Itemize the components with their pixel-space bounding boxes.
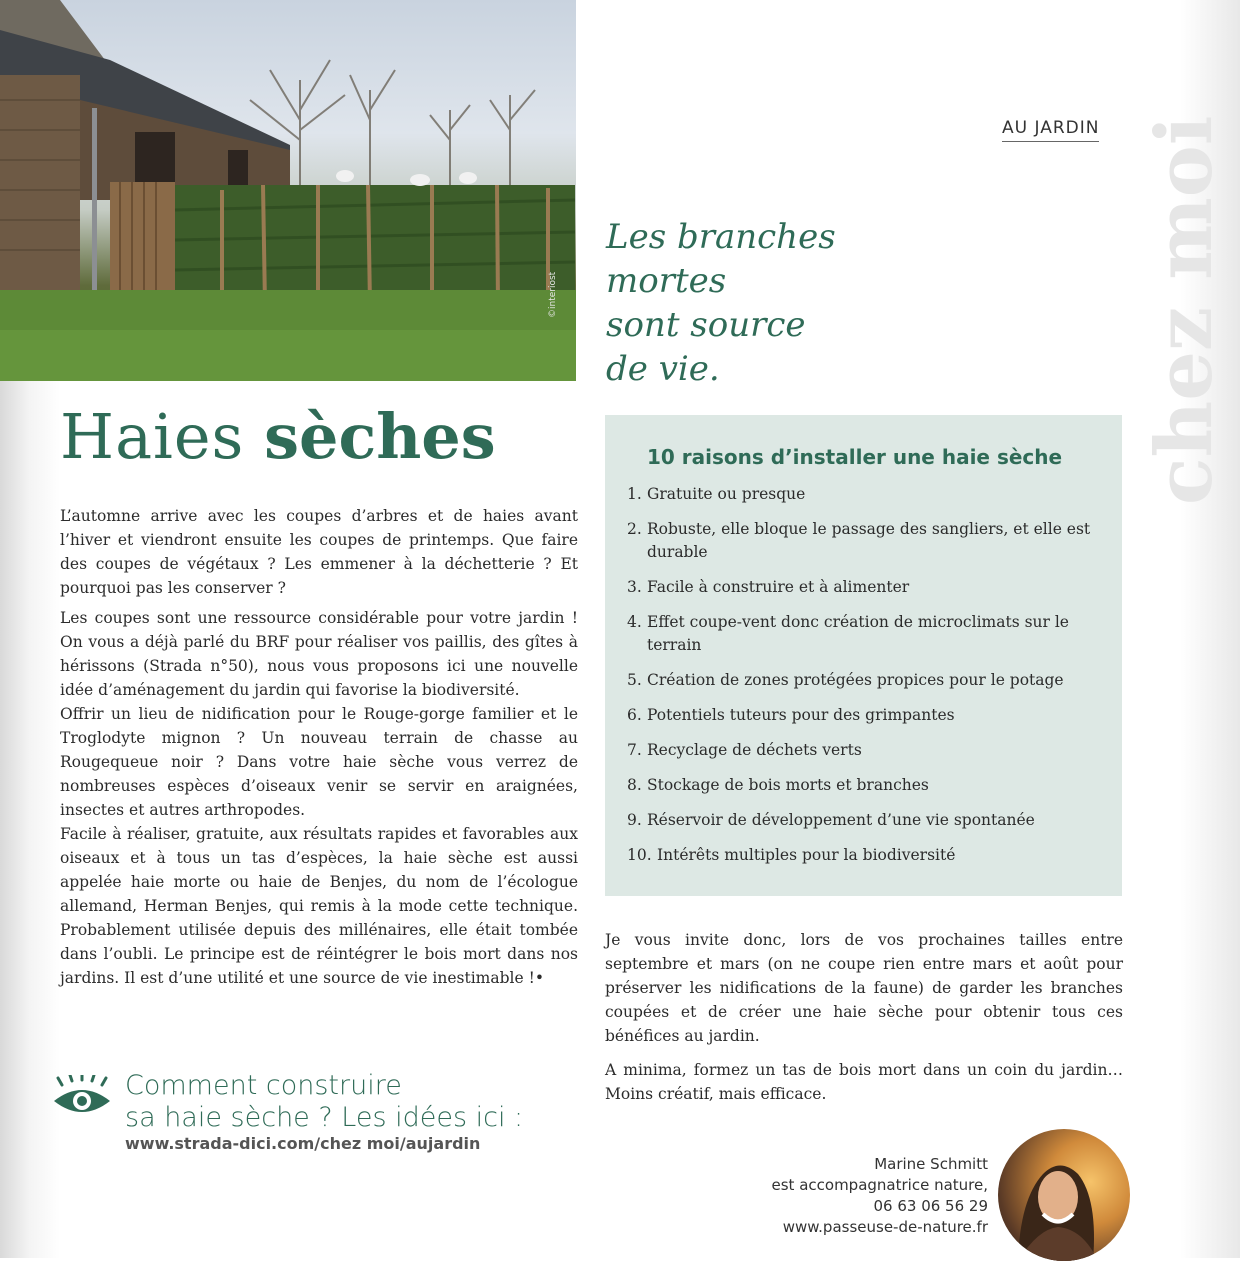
list-item-number: 10. [627, 846, 652, 864]
list-item-number: 2. [627, 520, 642, 538]
pull-quote-line: sont source [606, 305, 806, 345]
conclusion-text [605, 928, 1123, 1116]
author-website[interactable]: www.passeuse-de-nature.fr [782, 1218, 988, 1236]
author-info [720, 1154, 988, 1238]
author-name: Marine Schmitt [874, 1155, 988, 1173]
reasons-list [627, 483, 1097, 879]
pull-quote-line: mortes [606, 261, 727, 301]
link-heading [125, 1070, 565, 1134]
body-paragraph: Je vous invite donc, lors de vos prochaines tailles entre septembre et mars (on ne coupe rien entre mars et août pour préserver les nidifications de la faune) de garder les branches coupées et de créer une haie sèche pour obtenir tous ces bénéfices au jardin. [605, 931, 1123, 1045]
pull-quote-line: de vie. [606, 349, 720, 389]
list-item-text: Stockage de bois morts et branches [647, 776, 929, 794]
link-heading-line: Comment construire [125, 1070, 402, 1101]
list-item-text: Robuste, elle bloque le passage des sangliers, et elle est durable [647, 520, 1091, 561]
body-paragraph: A minima, formez un tas de bois mort dans un coin du jardin… Moins créatif, mais efficace. [605, 1061, 1123, 1103]
hedge-photo [0, 0, 576, 381]
list-item-number: 5. [627, 671, 642, 689]
photo-credit: ©interiost [548, 271, 558, 318]
title-bold: sèches [264, 400, 496, 473]
list-item-number: 8. [627, 776, 642, 794]
article-link[interactable]: www.strada-dici.com/chez moi/aujardin [125, 1134, 481, 1153]
list-item [627, 844, 1097, 867]
article-body [60, 504, 578, 990]
list-item [627, 518, 1097, 564]
author-role: est accompagnatrice nature, [771, 1176, 988, 1194]
body-paragraph: L’automne arrive avec les coupes d’arbres et de haies avant l’hiver et viendront ensuite les coupes de printemps. Que faire des coupes de végétaux ? Les emmener à la déchetterie ? Et pourquoi pas les conserver ? [60, 507, 578, 597]
list-item [627, 483, 1097, 506]
list-item [627, 774, 1097, 797]
list-item-number: 7. [627, 741, 642, 759]
eye-icon [50, 1075, 114, 1119]
list-item-number: 9. [627, 811, 642, 829]
article-title [60, 400, 496, 473]
side-section-word: chez moi [1139, 115, 1230, 505]
list-item-text: Facile à construire et à alimenter [647, 578, 910, 596]
list-item [627, 739, 1097, 762]
title-light: Haies [60, 400, 245, 473]
author-phone: 06 63 06 56 29 [873, 1197, 988, 1215]
list-item-number: 4. [627, 613, 642, 631]
list-item [627, 669, 1097, 692]
list-item [627, 809, 1097, 832]
list-item-number: 3. [627, 578, 642, 596]
reasons-box-title: 10 raisons d’installer une haie sèche [647, 445, 1063, 469]
link-heading-line: sa haie sèche ? Les idées ici : [125, 1102, 524, 1133]
list-item-text: Effet coupe-vent donc création de microclimats sur le terrain [647, 613, 1069, 654]
list-item [627, 576, 1097, 599]
list-item-text: Potentiels tuteurs pour des grimpantes [647, 706, 955, 724]
body-paragraph: Offrir un lieu de nidification pour le Rouge-gorge familier et le Troglodyte mignon ? Un nouveau terrain de chasse au Rougequeue noir ? Dans votre haie sèche vous verrez de nombreuses espèces d’oiseaux venir se servir en araignées, insectes et autres arthropodes. [60, 705, 578, 819]
body-paragraph: Les coupes sont une ressource considérable pour votre jardin ! On vous a déjà parlé du BRF pour réaliser vos paillis, des gîtes à hérissons (Strada n°50), nous vous proposons ici une nouvelle idée d’aménagement du jardin qui favorise la biodiversité. [60, 609, 578, 699]
list-item-number: 6. [627, 706, 642, 724]
list-item-text: Recyclage de déchets verts [647, 741, 862, 759]
body-paragraph: Facile à réaliser, gratuite, aux résultats rapides et favorables aux oiseaux et à tous un tas d’espèces, la haie sèche est aussi appelée haie morte ou haie de Benjes, du nom de l’écologue allemand, Herman Benjes, qui remis à la mode cette technique. Probablement utilisée depuis des millénaires, elle était tombée dans l’oubli. Le principe est de réintégrer le bois mort dans nos jardins. Il est d’une utilité et une source de vie inestimable !• [60, 825, 578, 987]
list-item [627, 611, 1097, 657]
list-item-number: 1. [627, 485, 642, 503]
author-avatar [998, 1129, 1130, 1261]
reasons-box [605, 415, 1122, 896]
pull-quote [606, 215, 926, 391]
list-item-text: Création de zones protégées propices pour le potage [647, 671, 1064, 689]
list-item-text: Réservoir de développement d’une vie spontanée [647, 811, 1035, 829]
list-item-text: Gratuite ou presque [647, 485, 806, 503]
list-item-text: Intérêts multiples pour la biodiversité [657, 846, 956, 864]
pull-quote-line: Les branches [606, 217, 836, 257]
list-item [627, 704, 1097, 727]
section-tag: AU JARDIN [1002, 118, 1099, 142]
